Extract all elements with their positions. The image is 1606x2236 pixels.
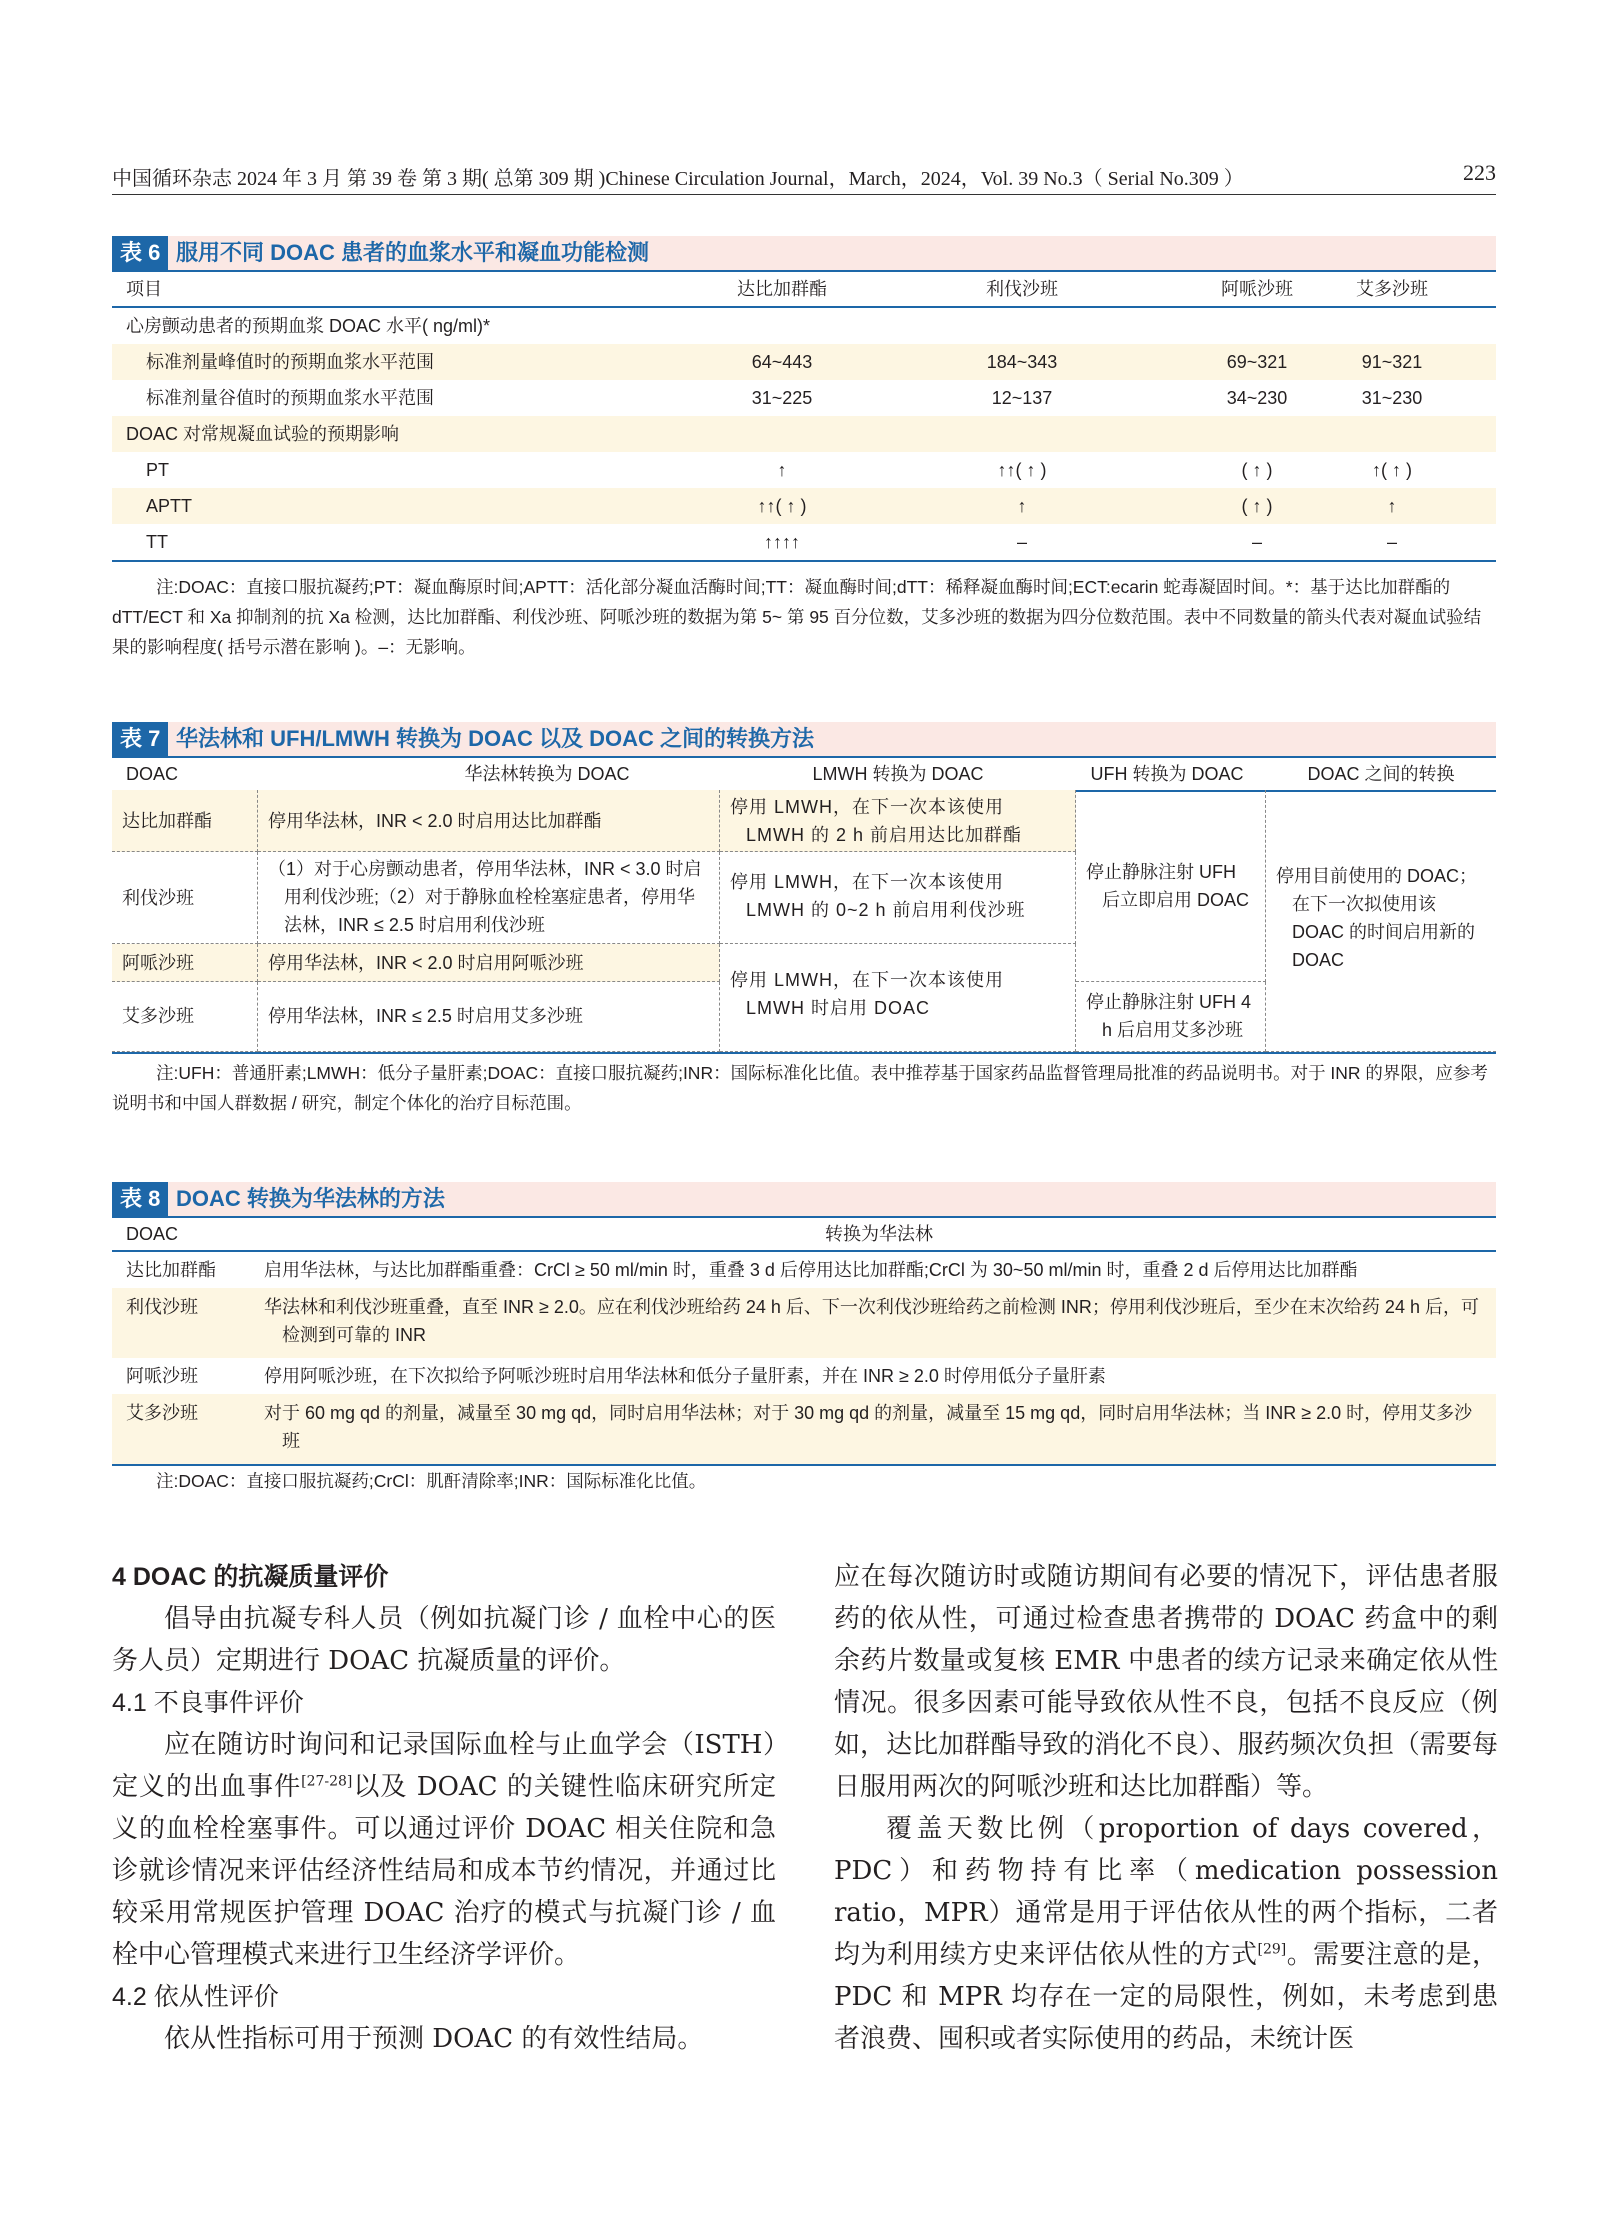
cell: 31~230: [1361, 388, 1423, 408]
table-row: [112, 488, 1496, 524]
lmwh-cell: 停用 LMWH，在下一次本该使用 LMWH 的 0~2 h 前启用利伐沙班: [720, 852, 1076, 944]
table-title: 服用不同 DOAC 患者的血浆水平和凝血功能检测: [176, 240, 650, 265]
col-header: 达比加群酯: [737, 279, 827, 299]
table-7-caption: [112, 722, 1496, 756]
table-row: [112, 380, 1496, 416]
table-section-row: [112, 416, 1496, 452]
col-header: DOAC: [126, 1224, 179, 1244]
section-heading: 4 DOAC 的抗凝质量评价: [112, 1563, 389, 1591]
table-8-note: 注:DOAC：直接口服抗凝药;CrCl：肌酐清除率;INR：国际标准化比值。: [156, 1471, 707, 1491]
cell: 启用华法林，与达比加群酯重叠：CrCl ≥ 50 ml/min 时，重叠 3 d 后停用达比加群酯;CrCl 为 30~50 ml/min 时，重叠 2 d 后停用达比加群酯: [264, 1260, 1358, 1280]
table-header-row: [112, 756, 1496, 792]
row-label: 标准剂量谷值时的预期血浆水平范围: [146, 388, 434, 408]
table-section-row: [112, 308, 1496, 344]
table-8: [112, 1182, 1496, 1466]
drug-cell: 艾多沙班: [112, 982, 258, 1052]
between-doac-cell: 停用目前使用的 DOAC；在下一次拟使用该 DOAC 的时间启用新的 DOAC: [1266, 790, 1496, 1052]
table-row: [112, 452, 1496, 488]
drug-label: 艾多沙班: [126, 1403, 198, 1423]
paragraph: 覆盖天数比例（proportion of days covered，PDC）和药物持有比率（medication possession ratio，MPR）通常是用于评估依从性的两个指标，二者均为利用续方史来评估依从性的方式[29]。需要注意的是，PDC 和 MPR 均存在一定的局限性，例如，未考虑到患者浪费、囤积或者实际使用的药品，未统计医: [834, 1814, 1498, 2054]
drug-cell: 阿哌沙班: [112, 944, 258, 982]
citation: [29]: [1257, 1941, 1287, 1958]
cell: 华法林和利伐沙班重叠，直至 INR ≥ 2.0。应在利伐沙班给药 24 h 后、下一次利伐沙班给药之前检测 INR；停用利伐沙班后，至少在末次给药 24 h 后，可检测到可靠的 INR: [264, 1297, 1479, 1345]
lmwh-cell: 停用 LMWH，在下一次本该使用 LMWH 的 2 h 前启用达比加群酯: [720, 790, 1076, 852]
section-label: 心房颤动患者的预期血浆 DOAC 水平( ng/ml)*: [126, 316, 491, 336]
col-header: DOAC: [126, 764, 179, 784]
table-6-caption: [112, 236, 1496, 270]
paragraph: 依从性指标可用于预测 DOAC 的有效性结局。: [164, 2024, 704, 2054]
paragraph: 倡导由抗凝专科人员（例如抗凝门诊 / 血栓中心的医务人员）定期进行 DOAC 抗凝质量的评价。: [112, 1604, 776, 1676]
section-label: DOAC 对常规凝血试验的预期影响: [126, 424, 400, 444]
cell: 91~321: [1361, 352, 1423, 372]
cell: 停用阿哌沙班，在下次拟给予阿哌沙班时启用华法林和低分子量肝素，并在 INR ≥ 2.0 时停用低分子量肝素: [264, 1366, 1106, 1386]
warfarin-cell: 停用华法林，INR < 2.0 时启用阿哌沙班: [258, 944, 720, 982]
right-column: [834, 1556, 1498, 2060]
cell: 对于 60 mg qd 的剂量，减量至 30 mg qd，同时启用华法林；对于 30 mg qd 的剂量，减量至 15 mg qd，同时启用华法林；当 INR ≥ 2.0 时，停用艾多沙班: [264, 1403, 1473, 1451]
table-bottom-rule: [112, 1052, 1496, 1054]
table-number: 表 8: [112, 1182, 168, 1216]
page-number: 223: [1463, 160, 1496, 185]
cell: ↑↑( ↑ ): [757, 496, 807, 516]
table-row: [112, 1252, 1496, 1288]
cell: ↑: [1017, 496, 1027, 516]
cell: ( ↑ ): [1241, 460, 1273, 480]
table-7: [112, 722, 1496, 1052]
table-row: [112, 1288, 1496, 1358]
col-header: 华法林转换为 DOAC: [464, 764, 630, 784]
col-header: DOAC 之间的转换: [1307, 764, 1455, 784]
table-number: 表 6: [112, 236, 168, 270]
table-6-note: 注:DOAC：直接口服抗凝药;PT：凝血酶原时间;APTT：活化部分凝血活酶时间;TT：凝血酶时间;dTT：稀释凝血酶时间;ECT:ecarin 蛇毒凝固时间。*：基于达比加群酯的 dTT/ECT 和 Xa 抑制剂的抗 Xa 检测，达比加群酯、利伐沙班、阿哌沙班的数据为第 5~ 第 95 百分位数，艾多沙班的数据为四分位数范围。表中不同数量的箭头代表对凝血试验结果的影响程度( 括号示潜在影响 )。–：无影响。: [112, 577, 1482, 657]
table-title: DOAC 转换为华法林的方法: [176, 1186, 445, 1211]
col-header: 艾多沙班: [1356, 279, 1428, 299]
cell: ( ↑ ): [1241, 496, 1273, 516]
ufh-cell: 停止静脉注射 UFH 后立即启用 DOAC: [1076, 790, 1266, 982]
running-header: [112, 160, 1496, 195]
ufh-cell: 停止静脉注射 UFH 4 h 后启用艾多沙班: [1076, 982, 1266, 1052]
table-title: 华法林和 UFH/LMWH 转换为 DOAC 以及 DOAC 之间的转换方法: [176, 726, 814, 751]
warfarin-cell: 停用华法林，INR < 2.0 时启用达比加群酯: [258, 790, 720, 852]
col-header: 转换为华法林: [825, 1224, 933, 1244]
cell: –: [1016, 532, 1027, 552]
paragraph: 应在每次随访时或随访期间有必要的情况下，评估患者服药的依从性，可通过检查患者携带的 DOAC 药盒中的剩余药片数量或复核 EMR 中患者的续方记录来确定依从性情况。很多因素可能导致依从性不良，包括不良反应（例如，达比加群酯导致的消化不良）、服药频次负担（需要每日服用两次的阿哌沙班和达比加群酯）等。: [834, 1562, 1498, 1802]
cell: 12~137: [991, 388, 1053, 408]
table-8-caption: [112, 1182, 1496, 1216]
table-header-row: [112, 1216, 1496, 1252]
subsection-heading: 4.2 依从性评价: [112, 1983, 279, 2011]
table-7-note: 注:UFH：普通肝素;LMWH：低分子量肝素;DOAC：直接口服抗凝药;INR：国际标准化比值。表中推荐基于国家药品监督管理局批准的药品说明书。对于 INR 的界限，应参考说明书和中国人群数据 / 研究，制定个体化的治疗目标范围。: [112, 1063, 1488, 1113]
table-row: [112, 524, 1496, 562]
drug-cell: 利伐沙班: [112, 852, 258, 944]
col-header: LMWH 转换为 DOAC: [812, 764, 984, 784]
col-header: 阿哌沙班: [1221, 279, 1293, 299]
row-label: PT: [146, 460, 170, 480]
table-number: 表 7: [112, 722, 168, 756]
cell: –: [1251, 532, 1262, 552]
cell: 69~321: [1226, 352, 1288, 372]
drug-label: 达比加群酯: [126, 1260, 216, 1280]
journal-info: 中国循环杂志 2024 年 3 月 第 39 卷 第 3 期( 总第 309 期 )Chinese Circulation Journal，March，2024，Vol. 39 No.3（ Serial No.309 ）: [112, 168, 1244, 190]
table-row: [112, 1394, 1496, 1466]
col-header: 项目: [126, 279, 162, 299]
drug-label: 利伐沙班: [126, 1297, 198, 1317]
cell: ↑( ↑ ): [1372, 460, 1412, 480]
cell: ↑: [777, 460, 787, 480]
cell: ↑↑↑↑: [764, 532, 800, 552]
table-7-body: [112, 790, 1496, 1052]
col-header: 利伐沙班: [986, 279, 1058, 299]
drug-label: 阿哌沙班: [126, 1366, 198, 1386]
warfarin-cell: （1）对于心房颤动患者，停用华法林，INR < 3.0 时启用利伐沙班;（2）对于静脉血栓栓塞症患者，停用华法林，INR ≤ 2.5 时启用利伐沙班: [258, 852, 720, 944]
cell: –: [1386, 532, 1397, 552]
cell: 64~443: [751, 352, 813, 372]
table-header-row: [112, 270, 1496, 308]
subsection-heading: 4.1 不良事件评价: [112, 1689, 304, 1717]
left-column: [112, 1556, 776, 2060]
row-label: 标准剂量峰值时的预期血浆水平范围: [146, 352, 434, 372]
cell: 34~230: [1226, 388, 1288, 408]
cell: 184~343: [986, 352, 1058, 372]
warfarin-cell: 停用华法林，INR ≤ 2.5 时启用艾多沙班: [258, 982, 720, 1052]
drug-cell: 达比加群酯: [112, 790, 258, 852]
cell: ↑: [1387, 496, 1397, 516]
col-header: UFH 转换为 DOAC: [1090, 764, 1244, 784]
lmwh-cell: 停用 LMWH，在下一次本该使用 LMWH 时启用 DOAC: [720, 944, 1076, 1052]
paragraph: 应在随访时询问和记录国际血栓与止血学会（ISTH）定义的出血事件[27-28]以及 DOAC 的关键性临床研究所定义的血栓栓塞事件。可以通过评价 DOAC 相关住院和急诊就诊情况来评估经济性结局和成本节约情况，并通过比较采用常规医护管理 DOAC 治疗的模式与抗凝门诊 / 血栓中心管理模式来进行卫生经济学评价。: [112, 1730, 776, 1970]
row-label: TT: [146, 532, 168, 552]
table-row: [112, 1358, 1496, 1394]
row-label: APTT: [146, 496, 193, 516]
table-row: [112, 344, 1496, 380]
cell: 31~225: [751, 388, 813, 408]
cell: ↑↑( ↑ ): [997, 460, 1047, 480]
table-6: [112, 236, 1496, 562]
citation: [27-28]: [301, 1773, 353, 1790]
